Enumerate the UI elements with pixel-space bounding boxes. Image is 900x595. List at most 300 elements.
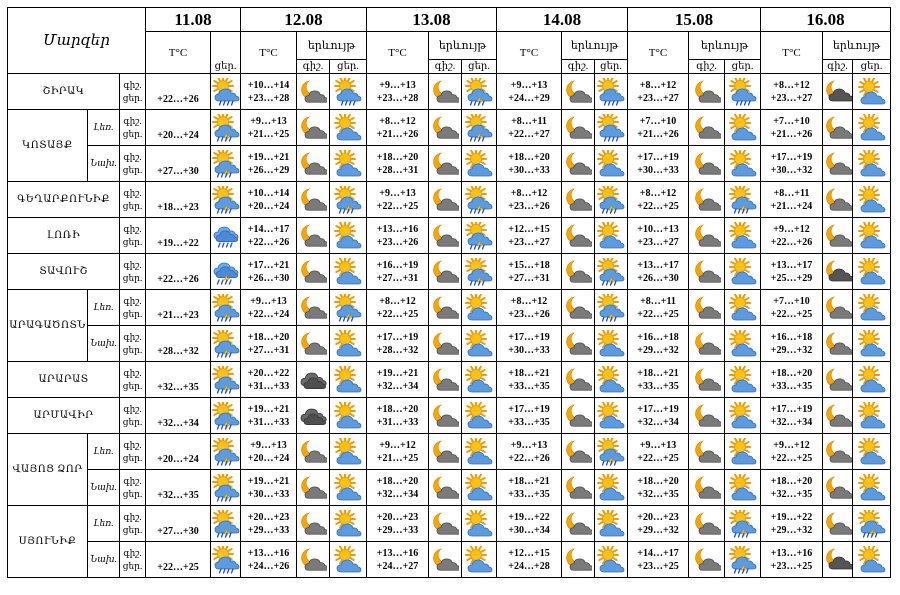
night-weather-cell: [823, 74, 853, 110]
moon-dark-cloud-icon: [823, 258, 852, 286]
night-day-label: [120, 398, 146, 434]
day-weather-cell: [853, 218, 891, 254]
day-label: ցեր.: [122, 272, 143, 283]
day-weather-cell: [725, 290, 761, 326]
day-temperature: +22…+25: [637, 452, 679, 464]
day-weather-cell: [853, 542, 891, 578]
day-temperature: +32…+34: [770, 416, 813, 428]
day-temperature: +28…+32: [146, 326, 211, 362]
temperature-range-cell: [761, 398, 823, 434]
day-weather-cell: [725, 542, 761, 578]
region-name: ԱՐԱՐԱՏ: [8, 362, 120, 398]
day-weather-cell: [330, 290, 367, 326]
day-temperature: +32…+34: [376, 380, 419, 392]
night-weather-cell: [429, 110, 462, 146]
moon-cloud-icon: [689, 222, 724, 250]
day-weather-cell: [725, 434, 761, 470]
sun-cloud-thunderstorm-icon: [725, 510, 760, 538]
night-subheader: գիշ.: [297, 60, 330, 74]
subregion-name: Նախ.: [88, 146, 120, 182]
night-label: գիշ.: [123, 151, 142, 162]
day-label: ցեր.: [122, 200, 143, 211]
day-temperature: +32…+35: [637, 488, 679, 500]
moon-cloud-icon: [297, 330, 329, 358]
night-temperature: +7…+10: [773, 295, 810, 307]
night-subheader: գիշ.: [823, 60, 853, 74]
weather-cell: [211, 542, 241, 578]
moon-cloud-icon: [689, 510, 724, 538]
night-weather-cell: [823, 110, 853, 146]
sun-cloud-icon: [330, 150, 366, 178]
day-weather-cell: [725, 326, 761, 362]
moon-cloud-icon: [562, 78, 594, 106]
temperature-range-cell: [628, 542, 689, 578]
sun-cloud-icon: [462, 330, 496, 358]
moon-cloud-icon: [562, 258, 594, 286]
day-temperature: +23…+28: [376, 92, 419, 104]
day-weather-cell: [330, 470, 367, 506]
moon-cloud-icon: [297, 510, 329, 538]
day-weather-cell: [462, 146, 497, 182]
night-weather-cell: [297, 326, 330, 362]
night-weather-cell: [689, 290, 725, 326]
day-weather-cell: [330, 146, 367, 182]
sun-cloud-rain-icon: [211, 78, 240, 106]
temperature-range-cell: [367, 434, 429, 470]
region-name: ՇԻՐԱԿ: [8, 74, 120, 110]
moon-cloud-icon: [297, 438, 329, 466]
night-day-label: [120, 326, 146, 362]
sun-cloud-icon: [462, 474, 496, 502]
day-subheader: ցեր.: [211, 60, 241, 74]
day-temperature: +26…+30: [247, 272, 290, 284]
night-temperature: +19…+21: [247, 403, 290, 415]
night-temperature: +18…+21: [508, 367, 550, 379]
day-temperature: +28…+32: [376, 344, 419, 356]
night-weather-cell: [689, 74, 725, 110]
day-temperature: +30…+33: [508, 344, 550, 356]
night-temperature: +17…+19: [770, 151, 813, 163]
day-temperature: +21…+24: [770, 200, 813, 212]
sun-cloud-icon: [330, 330, 366, 358]
night-subheader: գիշ.: [689, 60, 725, 74]
day-label: ցեր.: [122, 308, 143, 319]
day-temperature: +26…+29: [247, 164, 290, 176]
day-temperature: +31…+33: [376, 416, 419, 428]
night-weather-cell: [429, 146, 462, 182]
night-temperature: +17…+19: [376, 331, 419, 343]
night-weather-cell: [689, 434, 725, 470]
night-temperature: +16…+18: [637, 331, 679, 343]
day-temperature: +22…+26: [508, 452, 550, 464]
night-weather-cell: [429, 362, 462, 398]
weather-cell: [211, 506, 241, 542]
sun-cloud-icon: [853, 438, 890, 466]
night-temperature: +8…+12: [379, 295, 416, 307]
night-temperature: +9…+13: [639, 439, 677, 451]
moon-cloud-icon: [689, 402, 724, 430]
moon-cloud-icon: [562, 330, 594, 358]
day-temperature: +22…+27: [508, 128, 550, 140]
sun-cloud-icon: [595, 330, 627, 358]
day-weather-cell: [595, 506, 628, 542]
night-temperature: +7…+10: [639, 115, 677, 127]
moon-cloud-icon: [823, 366, 852, 394]
subregion-name: Նախ.: [88, 326, 120, 362]
night-day-label: [120, 218, 146, 254]
dark-cloud-icon: [297, 366, 329, 394]
weather-cell: [211, 146, 241, 182]
night-label: գիշ.: [123, 403, 142, 414]
sun-cloud-icon: [853, 114, 890, 142]
sun-cloud-icon: [330, 258, 366, 286]
subregion-name: Լեռ.: [88, 110, 120, 146]
moon-cloud-icon: [689, 258, 724, 286]
night-weather-cell: [297, 110, 330, 146]
weather-cell: [211, 182, 241, 218]
date-header: 15.08: [628, 8, 761, 32]
day-subheader: ցեր.: [725, 60, 761, 74]
day-temperature: +30…+32: [770, 164, 813, 176]
night-weather-cell: [429, 326, 462, 362]
day-temperature: +32…+34: [376, 488, 419, 500]
temperature-range-cell: [241, 146, 297, 182]
date-header: 16.08: [761, 8, 891, 32]
day-temperature: +30…+33: [508, 164, 550, 176]
sun-cloud-icon: [725, 402, 760, 430]
day-temperature: +20…+24: [247, 200, 290, 212]
sun-cloud-icon: [330, 474, 366, 502]
night-label: գիշ.: [123, 511, 142, 522]
subregion-name: Նախ.: [88, 542, 120, 578]
night-temperature: +9…+12: [379, 439, 416, 451]
temperature-range-cell: [761, 470, 823, 506]
night-weather-cell: [429, 218, 462, 254]
sun-cloud-icon: [853, 186, 890, 214]
region-name: ՏԱՎՈՒՇ: [8, 254, 120, 290]
night-subheader: գիշ.: [562, 60, 595, 74]
night-day-label: [120, 470, 146, 506]
night-weather-cell: [823, 146, 853, 182]
temperature-range-cell: [241, 506, 297, 542]
region-name: ԿՈՏԱՅՔ: [8, 110, 88, 182]
sun-cloud-icon: [462, 150, 496, 178]
night-temperature: +8…+12: [510, 295, 548, 307]
sun-cloud-thunderstorm-icon: [211, 150, 240, 178]
night-temperature: +9…+13: [379, 79, 416, 91]
sun-cloud-icon: [330, 546, 366, 574]
day-label: ցեր.: [122, 488, 143, 499]
night-weather-cell: [297, 434, 330, 470]
moon-dark-cloud-icon: [823, 78, 852, 106]
regions-header: Մարզեր: [8, 8, 146, 74]
day-weather-cell: [595, 110, 628, 146]
moon-cloud-icon: [689, 330, 724, 358]
sun-cloud-icon: [595, 222, 627, 250]
day-temperature: +30…+33: [637, 164, 679, 176]
forecast-row: [8, 362, 891, 398]
moon-cloud-icon: [429, 474, 461, 502]
day-weather-cell: [853, 182, 891, 218]
night-day-label: [120, 254, 146, 290]
day-temperature: +32…+35: [146, 362, 211, 398]
temperature-range-cell: [497, 218, 562, 254]
moon-cloud-icon: [823, 402, 852, 430]
night-temperature: +18…+20: [376, 151, 419, 163]
night-weather-cell: [297, 290, 330, 326]
temperature-range-cell: [761, 290, 823, 326]
date-header: 11.08: [146, 8, 241, 32]
day-weather-cell: [330, 254, 367, 290]
day-temperature: +30…+34: [508, 524, 550, 536]
sun-cloud-icon: [462, 294, 496, 322]
temperature-range-cell: [497, 146, 562, 182]
day-label: ցեր.: [122, 416, 143, 427]
moon-cloud-icon: [823, 222, 852, 250]
night-day-label: [120, 290, 146, 326]
day-temperature: +20…+24: [247, 452, 290, 464]
night-temperature: +12…+15: [508, 547, 550, 559]
night-label: գիշ.: [123, 187, 142, 198]
temperature-range-cell: [497, 182, 562, 218]
temperature-range-cell: [241, 434, 297, 470]
night-temperature: +16…+18: [770, 331, 813, 343]
moon-cloud-icon: [297, 474, 329, 502]
day-temperature: +32…+35: [146, 470, 211, 506]
night-temperature: +18…+20: [508, 151, 550, 163]
day-temperature: +23…+27: [637, 236, 679, 248]
night-temperature: +12…+15: [508, 223, 550, 235]
night-weather-cell: [689, 110, 725, 146]
day-weather-cell: [462, 74, 497, 110]
region-name: ԳԵՂԱՐՔՈՒՆԻՔ: [8, 182, 120, 218]
night-weather-cell: [689, 254, 725, 290]
night-label: գիշ.: [123, 547, 142, 558]
sun-cloud-icon: [330, 222, 366, 250]
temperature-range-cell: [628, 434, 689, 470]
temperature-range-cell: [367, 254, 429, 290]
sky-header-blank: [211, 32, 241, 60]
sky-header: երևույթ: [297, 32, 367, 60]
day-weather-cell: [330, 398, 367, 434]
moon-cloud-icon: [823, 330, 852, 358]
day-temperature: +23…+26: [508, 200, 550, 212]
temperature-range-cell: [367, 182, 429, 218]
temperature-range-cell: [241, 110, 297, 146]
day-weather-cell: [725, 470, 761, 506]
day-temperature: +27…+31: [376, 272, 419, 284]
weather-cell: [211, 218, 241, 254]
temperature-range-cell: [241, 542, 297, 578]
night-temperature: +9…+13: [250, 115, 287, 127]
forecast-row: [8, 218, 891, 254]
temperature-range-cell: [761, 326, 823, 362]
sun-cloud-thunderstorm-icon: [462, 114, 496, 142]
day-weather-cell: [725, 74, 761, 110]
night-temperature: +15…+18: [508, 259, 550, 271]
day-subheader: ցեր.: [462, 60, 497, 74]
day-weather-cell: [595, 470, 628, 506]
temperature-range-cell: [367, 362, 429, 398]
night-weather-cell: [562, 290, 595, 326]
temperature-range-cell: [367, 398, 429, 434]
sun-cloud-icon: [462, 366, 496, 394]
night-weather-cell: [823, 470, 853, 506]
day-weather-cell: [330, 434, 367, 470]
temperature-range-cell: [497, 290, 562, 326]
temp-header: T°C: [628, 32, 689, 74]
day-weather-cell: [462, 398, 497, 434]
night-temperature: +13…+16: [376, 223, 419, 235]
temperature-range-cell: [761, 506, 823, 542]
temperature-range-cell: [497, 506, 562, 542]
sun-cloud-icon: [725, 258, 760, 286]
night-label: գիշ.: [123, 475, 142, 486]
temperature-range-cell: [497, 434, 562, 470]
day-weather-cell: [330, 542, 367, 578]
moon-cloud-icon: [562, 402, 594, 430]
day-weather-cell: [330, 110, 367, 146]
day-weather-cell: [853, 398, 891, 434]
sun-cloud-icon: [725, 150, 760, 178]
region-name: ՍՅՈՒՆԻՔ: [8, 506, 88, 578]
day-weather-cell: [330, 74, 367, 110]
day-temperature: +23…+27: [508, 236, 550, 248]
sun-cloud-icon: [462, 546, 496, 574]
night-weather-cell: [823, 254, 853, 290]
day-weather-cell: [853, 254, 891, 290]
night-temperature: +10…+14: [247, 79, 290, 91]
night-temperature: +18…+20: [770, 475, 813, 487]
day-weather-cell: [330, 218, 367, 254]
night-weather-cell: [429, 398, 462, 434]
day-temperature: +27…+31: [247, 344, 290, 356]
day-temperature: +29…+32: [770, 344, 813, 356]
night-weather-cell: [823, 542, 853, 578]
sun-cloud-thunderstorm-icon: [211, 330, 240, 358]
moon-cloud-icon: [823, 510, 852, 538]
temp-header: T°C: [241, 32, 297, 74]
night-weather-cell: [689, 362, 725, 398]
sky-header: երևույթ: [689, 32, 761, 60]
day-temperature: +31…+33: [247, 380, 290, 392]
temperature-range-cell: [761, 434, 823, 470]
weather-cell: [211, 326, 241, 362]
moon-cloud-icon: [562, 186, 594, 214]
moon-cloud-icon: [562, 474, 594, 502]
temperature-range-cell: [367, 506, 429, 542]
night-weather-cell: [562, 326, 595, 362]
moon-cloud-icon: [429, 546, 461, 574]
day-subheader: ցեր.: [853, 60, 891, 74]
day-temperature: +29…+32: [637, 344, 679, 356]
sun-cloud-icon: [595, 474, 627, 502]
temperature-range-cell: [628, 506, 689, 542]
day-temperature: +32…+34: [637, 416, 679, 428]
night-label: գիշ.: [123, 295, 142, 306]
temperature-range-cell: [628, 146, 689, 182]
day-temperature: +21…+26: [637, 128, 679, 140]
sun-cloud-thunderstorm-icon: [462, 222, 496, 250]
night-temperature: +17…+19: [508, 331, 550, 343]
sun-cloud-thunderstorm-icon: [330, 186, 366, 214]
sun-cloud-icon: [853, 294, 890, 322]
day-weather-cell: [462, 218, 497, 254]
day-temperature: +28…+31: [376, 164, 419, 176]
night-weather-cell: [429, 506, 462, 542]
day-temperature: +22…+26: [146, 254, 211, 290]
day-weather-cell: [462, 470, 497, 506]
moon-cloud-icon: [297, 78, 329, 106]
temperature-range-cell: [761, 218, 823, 254]
moon-cloud-icon: [689, 150, 724, 178]
night-temperature: +17…+19: [637, 403, 679, 415]
day-weather-cell: [595, 362, 628, 398]
moon-cloud-icon: [429, 186, 461, 214]
sun-cloud-icon: [462, 438, 496, 466]
day-weather-cell: [725, 398, 761, 434]
sun-cloud-thunderstorm-icon: [853, 510, 890, 538]
sun-cloud-icon: [330, 114, 366, 142]
sun-cloud-icon: [853, 474, 890, 502]
night-temperature: +10…+14: [247, 187, 290, 199]
sun-cloud-icon: [853, 258, 890, 286]
night-subheader: գիշ.: [429, 60, 462, 74]
moon-cloud-icon: [297, 150, 329, 178]
moon-cloud-icon: [689, 294, 724, 322]
day-temperature: +22…+25: [637, 308, 679, 320]
moon-cloud-icon: [429, 294, 461, 322]
night-weather-cell: [689, 506, 725, 542]
day-label: ցեր.: [122, 164, 143, 175]
night-day-label: [120, 542, 146, 578]
day-weather-cell: [595, 398, 628, 434]
day-temperature: +23…+26: [376, 236, 419, 248]
moon-cloud-icon: [689, 474, 724, 502]
day-temperature: +23…+27: [637, 92, 679, 104]
night-temperature: +13…+17: [770, 259, 813, 271]
day-weather-cell: [725, 218, 761, 254]
temperature-range-cell: [497, 254, 562, 290]
night-weather-cell: [823, 434, 853, 470]
moon-cloud-icon: [823, 114, 852, 142]
day-weather-cell: [595, 542, 628, 578]
sun-cloud-icon: [853, 222, 890, 250]
temp-header: T°C: [367, 32, 429, 74]
night-temperature: +20…+23: [247, 511, 290, 523]
day-weather-cell: [462, 326, 497, 362]
moon-cloud-icon: [823, 294, 852, 322]
region-name: ԱՐԱԳԱԾՈՏՆ: [8, 290, 88, 362]
night-day-label: [120, 182, 146, 218]
night-weather-cell: [429, 74, 462, 110]
sun-cloud-thunderstorm-icon: [595, 258, 627, 286]
night-temperature: +14…+17: [637, 547, 679, 559]
night-label: գիշ.: [123, 79, 142, 90]
night-label: գիշ.: [123, 223, 142, 234]
night-temperature: +9…+13: [379, 187, 416, 199]
night-weather-cell: [823, 290, 853, 326]
moon-cloud-icon: [562, 222, 594, 250]
temperature-range-cell: [628, 326, 689, 362]
day-label: ցեր.: [122, 524, 143, 535]
day-temperature: +21…+26: [376, 128, 419, 140]
sun-cloud-icon: [725, 222, 760, 250]
sun-cloud-thunderstorm-icon: [595, 186, 627, 214]
day-temperature: +27…+30: [146, 506, 211, 542]
sun-cloud-icon: [725, 330, 760, 358]
temperature-range-cell: [761, 74, 823, 110]
